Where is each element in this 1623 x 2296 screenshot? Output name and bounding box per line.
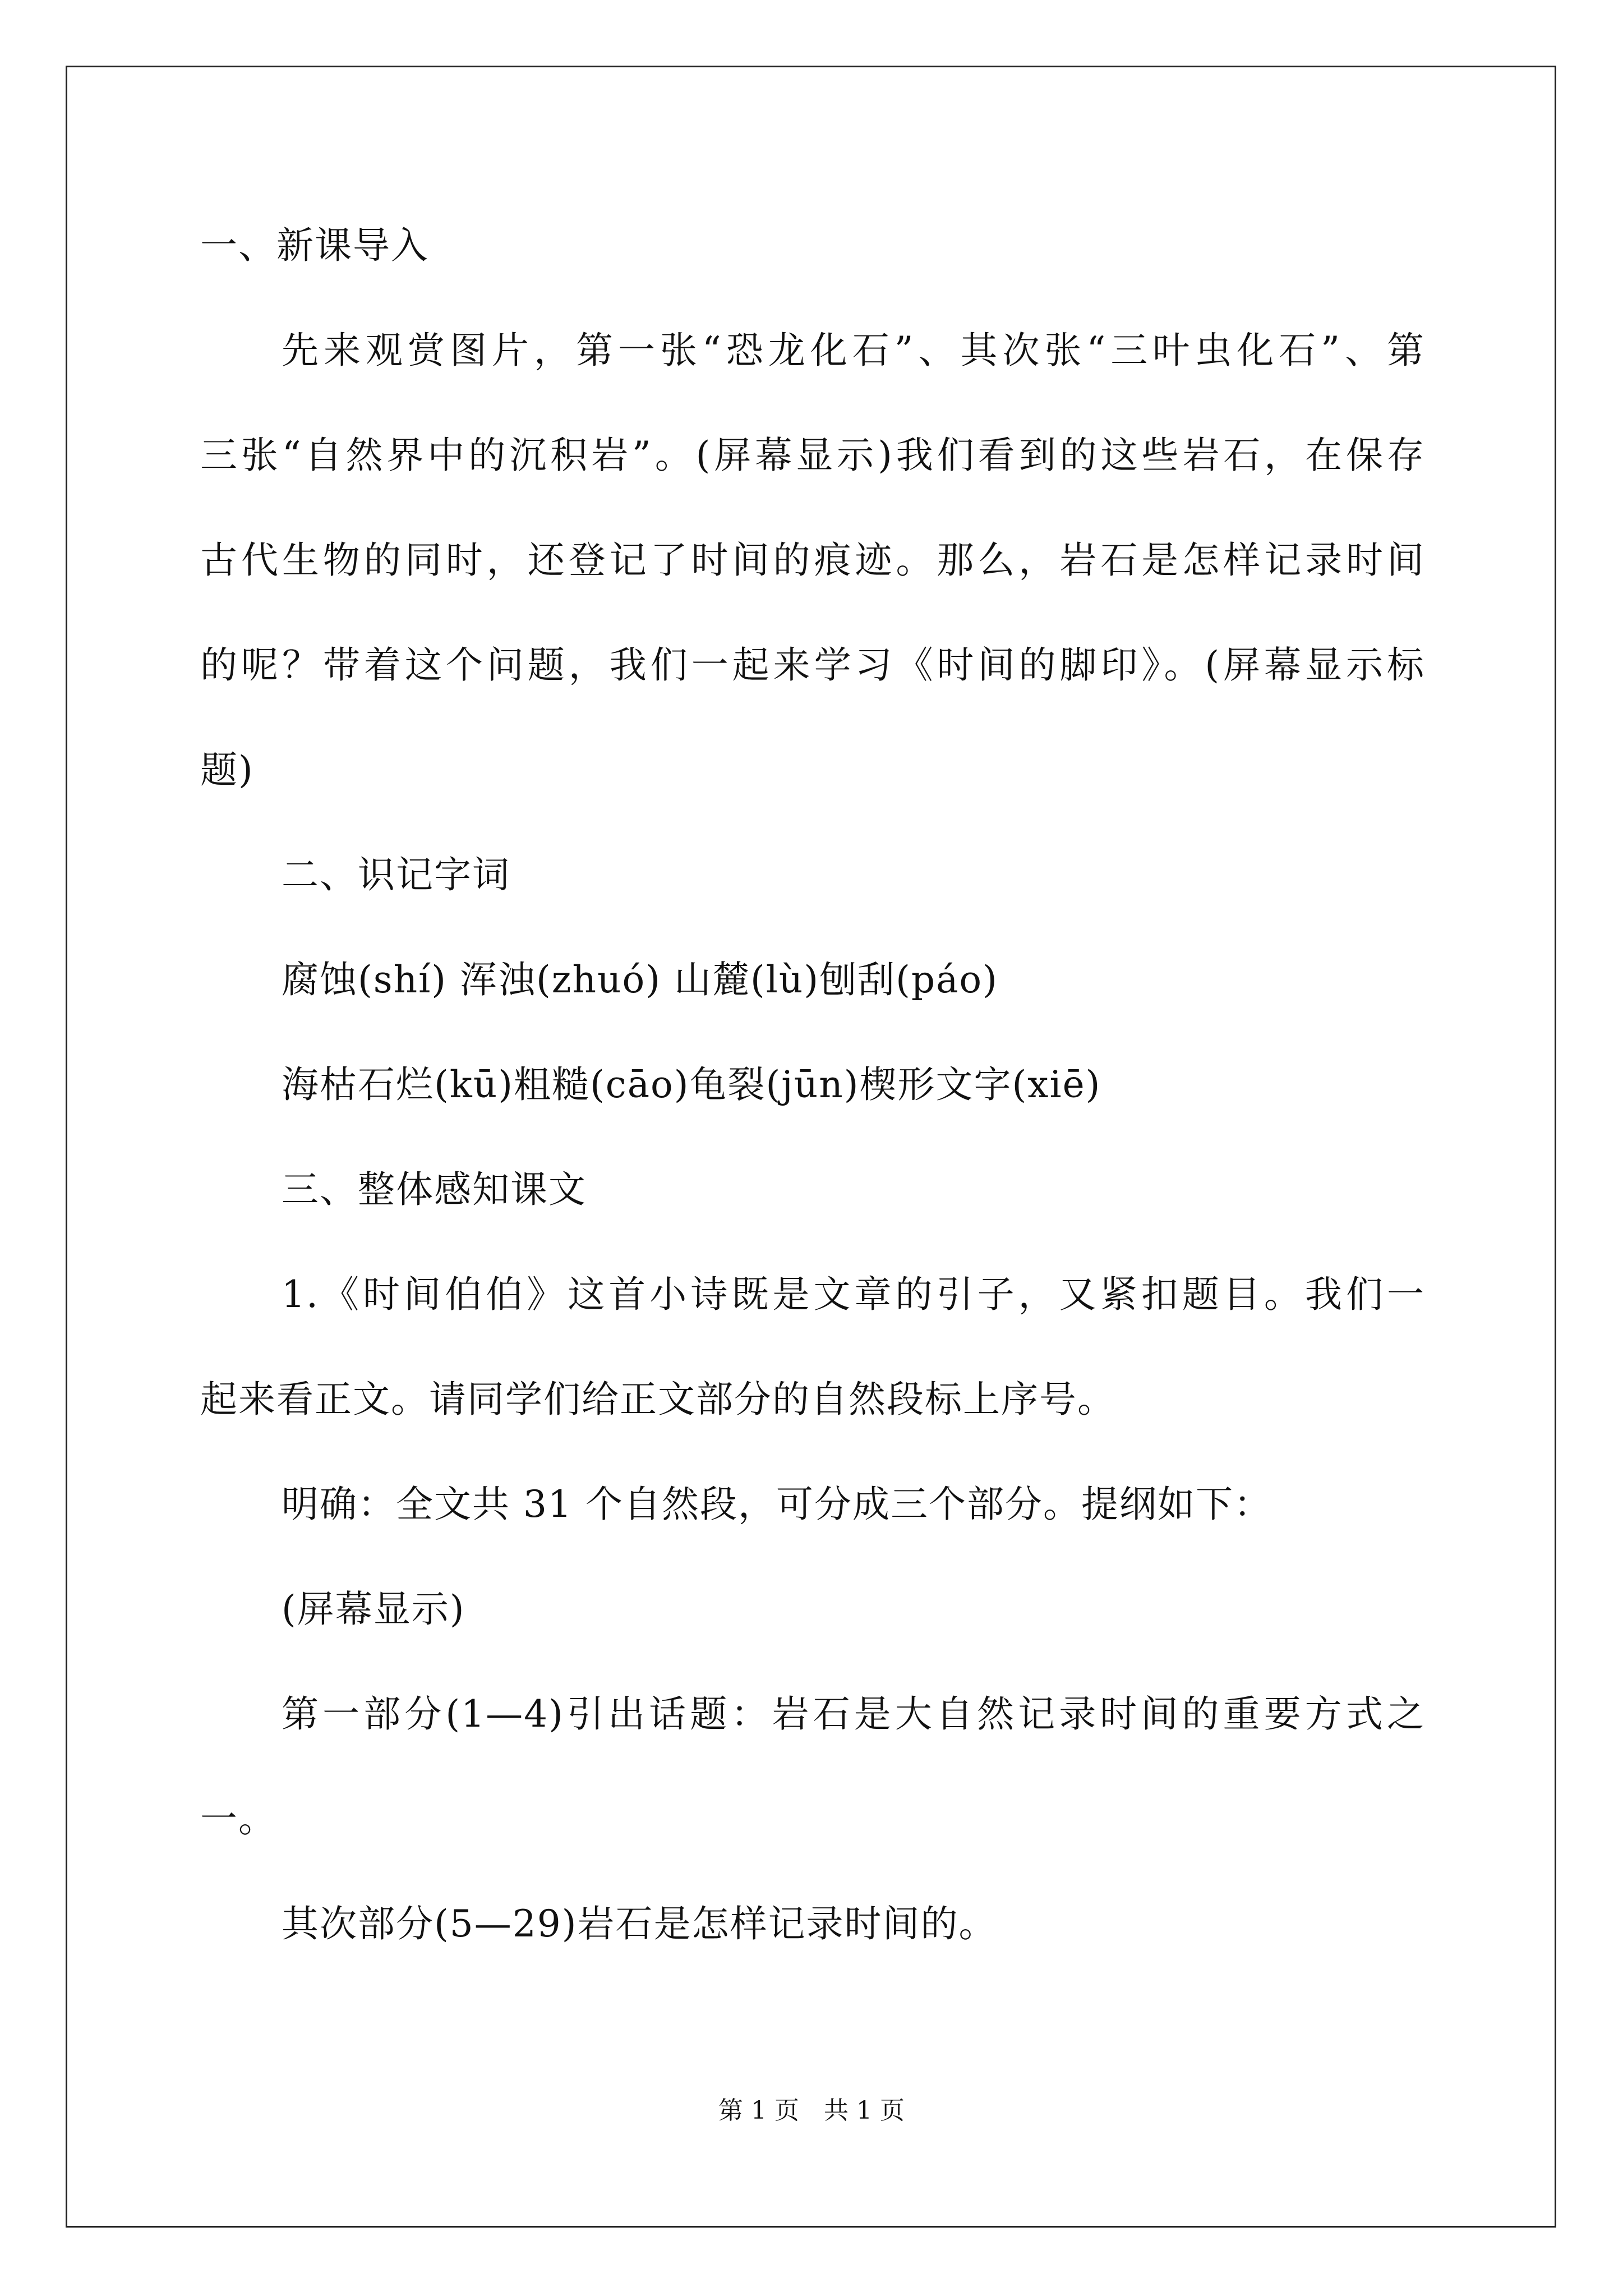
paragraph-line: 其次部分(5—29)岩石是怎样记录时间的。 <box>282 1902 997 1945</box>
paragraph-line: 1.《时间伯伯》这首小诗既是文章的引子，又紧扣题目。我们一 <box>282 1273 1425 1316</box>
paragraph-line: 第一部分(1—4)引出话题：岩石是大自然记录时间的重要方式之 <box>282 1692 1425 1736</box>
paragraph-line: 明确：全文共 31 个自然段，可分成三个部分。提纲如下： <box>282 1483 1272 1526</box>
paragraph-line: 三张“自然界中的沉积岩”。(屏幕显示)我们看到的这些岩石，在保存 <box>200 434 1425 477</box>
section-heading-intro: 一、新课导入 <box>200 224 429 267</box>
vocab-line: 腐蚀(shí) 浑浊(zhuó) 山麓(lù)刨刮(páo) <box>282 958 998 1001</box>
paragraph-line: 古代生物的同时，还登记了时间的痕迹。那么，岩石是怎样记录时间 <box>200 539 1425 582</box>
section-heading-overview: 三、整体感知课文 <box>282 1168 587 1211</box>
paragraph-line: 题) <box>200 748 254 792</box>
paragraph-line: 先来观赏图片，第一张“恐龙化石”、其次张“三叶虫化石”、第 <box>282 329 1425 372</box>
page-number-footer: 第 1 页 共 1 页 <box>718 2096 905 2125</box>
paragraph-line: (屏幕显示) <box>282 1588 465 1631</box>
paragraph-line: 一。 <box>200 1797 276 1841</box>
vocab-line: 海枯石烂(kū)粗糙(cāo)龟裂(jūn)楔形文字(xiē) <box>282 1063 1101 1106</box>
section-heading-vocab: 二、识记字词 <box>282 853 510 896</box>
paragraph-line: 的呢？带着这个问题，我们一起来学习《时间的脚印》。(屏幕显示标 <box>200 643 1425 687</box>
paragraph-line: 起来看正文。请同学们给正文部分的自然段标上序号。 <box>200 1378 1115 1421</box>
